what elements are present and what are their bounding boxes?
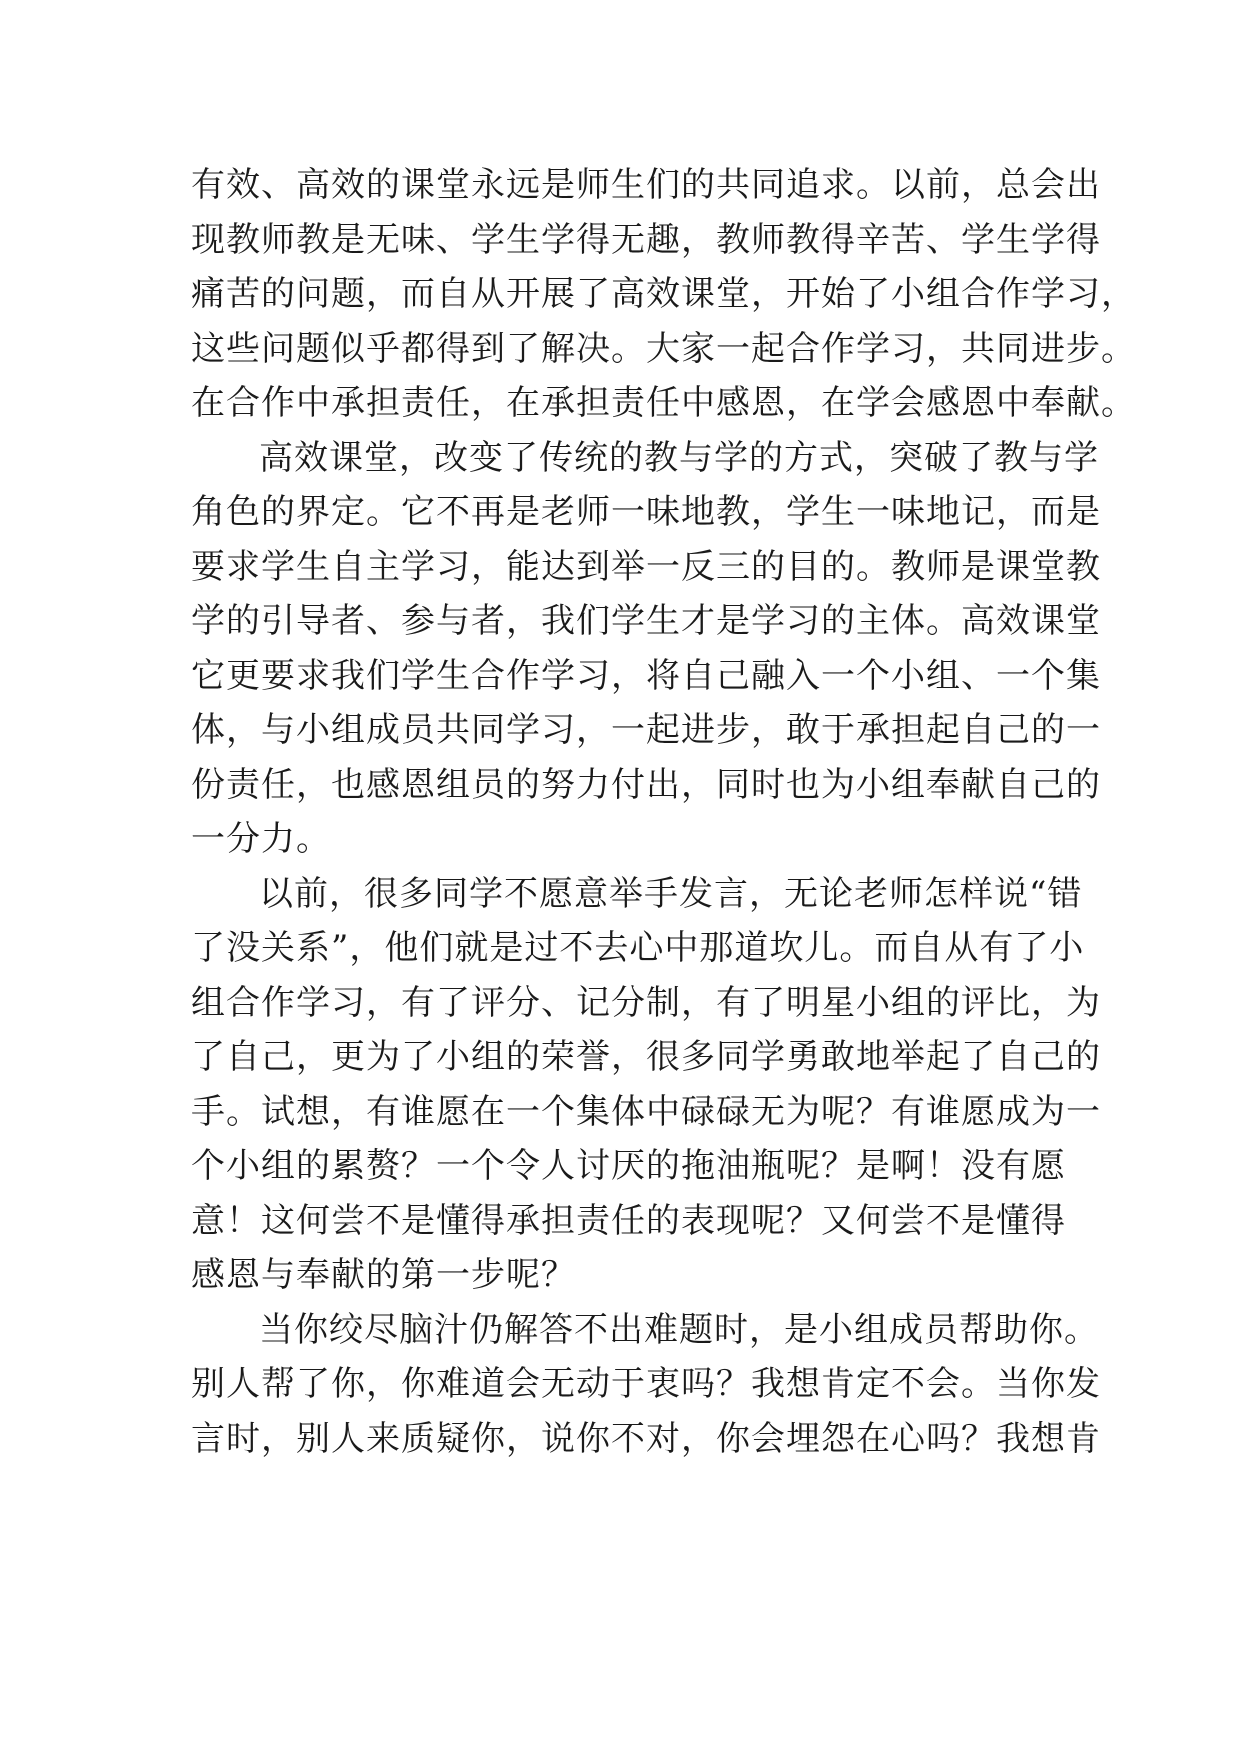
paragraph-4 xyxy=(191,1303,1101,1467)
text-line: 要求学生自主学习，能达到举一反三的目的。教师是课堂教 xyxy=(191,546,1101,587)
paragraph-1 xyxy=(191,158,1136,431)
paragraph-2 xyxy=(191,431,1101,867)
text-line: 了自己，更为了小组的荣誉，很多同学勇敢地举起了自己的 xyxy=(191,1037,1101,1077)
text-line: 手。试想，有谁愿在一个集体中碌碌无为呢？有谁愿成为一 xyxy=(191,1091,1101,1132)
text-line: 了没关系”，他们就是过不去心中那道坎儿。而自从有了小 xyxy=(191,928,1085,968)
text-line: 角色的界定。它不再是老师一味地教，学生一味地记，而是 xyxy=(191,492,1101,532)
text-line: 高效课堂，改变了传统的教与学的方式，突破了教与学 xyxy=(259,437,1099,478)
text-line: 一分力。 xyxy=(191,819,331,859)
text-line: 在合作中承担责任，在承担责任中感恩，在学会感恩中奉献。 xyxy=(191,383,1136,423)
text-line: 以前，很多同学不愿意举手发言，无论老师怎样说“错 xyxy=(259,873,1083,914)
text-line: 有效、高效的课堂永远是师生们的共同追求。以前，总会出 xyxy=(191,165,1101,205)
text-line: 份责任，也感恩组员的努力付出，同时也为小组奉献自己的 xyxy=(191,764,1101,805)
text-line: 感恩与奉献的第一步呢？ xyxy=(191,1255,576,1295)
paragraph-3 xyxy=(191,867,1101,1303)
document-body xyxy=(191,158,1136,1466)
text-line: 组合作学习，有了评分、记分制，有了明星小组的评比，为 xyxy=(191,982,1101,1023)
text-line: 言时，别人来质疑你，说你不对，你会埋怨在心吗？我想肯 xyxy=(191,1418,1101,1459)
text-line: 当你绞尽脑汁仍解答不出难题时，是小组成员帮助你。 xyxy=(259,1309,1099,1350)
text-line: 这些问题似乎都得到了解决。大家一起合作学习，共同进步。 xyxy=(191,328,1136,369)
text-line: 现教师教是无味、学生学得无趣，教师教得辛苦、学生学得 xyxy=(191,219,1101,260)
text-line: 学的引导者、参与者，我们学生才是学习的主体。高效课堂 xyxy=(191,601,1101,641)
text-line: 个小组的累赘？一个令人讨厌的拖油瓶呢？是啊！没有愿 xyxy=(191,1146,1066,1186)
text-line: 它更要求我们学生合作学习，将自己融入一个小组、一个集 xyxy=(191,655,1101,696)
text-line: 别人帮了你，你难道会无动于衷吗？我想肯定不会。当你发 xyxy=(191,1364,1101,1404)
text-line: 痛苦的问题，而自从开展了高效课堂，开始了小组合作学习， xyxy=(191,274,1136,314)
text-line: 体，与小组成员共同学习，一起进步，敢于承担起自己的一 xyxy=(191,710,1101,750)
text-line: 意！这何尝不是懂得承担责任的表现呢？又何尝不是懂得 xyxy=(191,1200,1066,1241)
